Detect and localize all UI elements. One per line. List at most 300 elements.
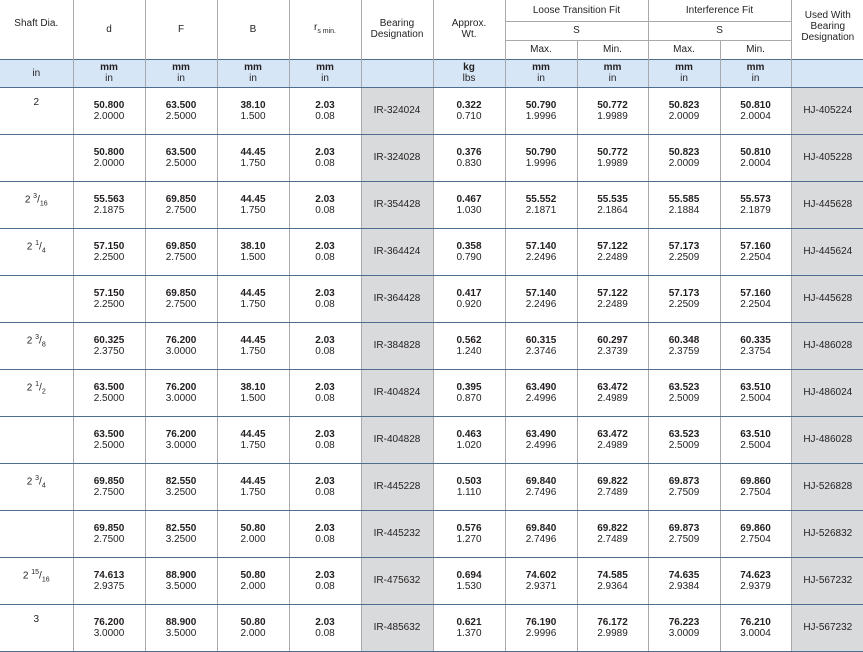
shaft-fraction-denominator: 2 xyxy=(41,387,46,395)
cell-loose-min-in: 2.9989 xyxy=(597,627,628,639)
unit-b-mm: mm xyxy=(244,62,262,73)
cell-interference-min xyxy=(720,181,791,228)
cell-approx-wt-mm: 0.621 xyxy=(456,616,482,628)
table-row xyxy=(0,228,863,275)
cell-rs-mm: 2.03 xyxy=(315,334,335,346)
header-approx-wt: Approx. Wt. xyxy=(433,0,505,59)
cell-interference-min-in: 2.9379 xyxy=(740,580,771,592)
cell-f-mm: 63.500 xyxy=(165,99,197,111)
cell-loose-min-in: 1.9989 xyxy=(597,157,628,169)
cell-loose-max-mm: 63.490 xyxy=(525,428,557,440)
cell-bearing-designation: IR-354428 xyxy=(361,181,433,228)
cell-rs-mm: 2.03 xyxy=(315,522,335,534)
cell-d xyxy=(73,604,145,651)
cell-interference-max xyxy=(648,134,720,181)
cell-approx-wt xyxy=(433,322,505,369)
cell-f-mm: 82.550 xyxy=(165,522,197,534)
cell-b xyxy=(217,604,289,651)
cell-f xyxy=(145,369,217,416)
cell-shaft-dia xyxy=(0,228,73,275)
cell-shaft-dia xyxy=(0,369,73,416)
header-loose-min: Min. xyxy=(577,40,648,59)
cell-b xyxy=(217,134,289,181)
cell-interference-min xyxy=(720,604,791,651)
shaft-fraction-slash: / xyxy=(39,475,42,487)
cell-approx-wt xyxy=(433,416,505,463)
cell-b xyxy=(217,322,289,369)
table-row xyxy=(0,557,863,604)
cell-interference-max-in: 2.9384 xyxy=(668,580,700,592)
cell-rs-in: 0.08 xyxy=(315,439,335,451)
cell-f-in: 3.0000 xyxy=(165,392,197,404)
cell-f-in: 2.7500 xyxy=(165,204,197,216)
cell-bearing-designation: IR-324024 xyxy=(361,87,433,134)
cell-used-with: HJ-567232 xyxy=(791,557,863,604)
cell-interference-min-mm: 63.510 xyxy=(740,428,771,440)
cell-loose-max-in: 1.9996 xyxy=(525,157,557,169)
cell-f-in: 2.5000 xyxy=(165,157,197,169)
cell-b-in: 1.750 xyxy=(240,439,266,451)
cell-interference-min-mm: 55.573 xyxy=(740,193,771,205)
cell-bearing-designation: IR-404824 xyxy=(361,369,433,416)
shaft-fraction-numerator: 3 xyxy=(35,474,40,482)
cell-b-in: 1.750 xyxy=(240,486,266,498)
cell-interference-min xyxy=(720,369,791,416)
cell-interference-min xyxy=(720,275,791,322)
cell-rs-in: 0.08 xyxy=(315,298,335,310)
table-row xyxy=(0,369,863,416)
cell-used-with: HJ-486024 xyxy=(791,369,863,416)
cell-d xyxy=(73,228,145,275)
cell-b xyxy=(217,463,289,510)
cell-rs-mm: 2.03 xyxy=(315,381,335,393)
cell-d-mm: 57.150 xyxy=(93,240,125,252)
cell-f xyxy=(145,604,217,651)
cell-interference-min-in: 2.2504 xyxy=(740,298,771,310)
shaft-whole: 2 xyxy=(33,96,40,108)
header-b: B xyxy=(217,0,289,59)
cell-loose-min-mm: 63.472 xyxy=(597,428,628,440)
cell-f xyxy=(145,322,217,369)
cell-rs-in: 0.08 xyxy=(315,533,335,545)
cell-bearing-designation: IR-445232 xyxy=(361,510,433,557)
cell-f-in: 2.7500 xyxy=(165,298,197,310)
cell-interference-max xyxy=(648,463,720,510)
table-row xyxy=(0,275,863,322)
cell-interference-min-mm: 57.160 xyxy=(740,287,771,299)
cell-interference-min-in: 2.1879 xyxy=(740,204,771,216)
unit-interference-max-mm: mm xyxy=(675,62,693,73)
cell-approx-wt-mm: 0.417 xyxy=(456,287,482,299)
cell-interference-max xyxy=(648,557,720,604)
shaft-fraction-denominator: 4 xyxy=(41,481,46,489)
cell-loose-min-mm: 57.122 xyxy=(597,287,628,299)
cell-interference-min-mm: 76.210 xyxy=(740,616,771,628)
cell-rs-in: 0.08 xyxy=(315,486,335,498)
cell-interference-max-in: 2.7509 xyxy=(668,533,700,545)
cell-f-in: 3.2500 xyxy=(165,533,197,545)
cell-f-mm: 76.200 xyxy=(165,381,197,393)
shaft-fraction-slash: / xyxy=(39,381,42,393)
cell-shaft-dia xyxy=(0,87,73,134)
cell-f-in: 3.0000 xyxy=(165,345,197,357)
cell-approx-wt-mm: 0.694 xyxy=(456,569,482,581)
cell-interference-min-mm: 50.810 xyxy=(740,146,771,158)
cell-f xyxy=(145,416,217,463)
cell-approx-wt-mm: 0.376 xyxy=(456,146,482,158)
cell-loose-min xyxy=(577,369,648,416)
cell-used-with: HJ-445628 xyxy=(791,181,863,228)
cell-d xyxy=(73,181,145,228)
cell-d-in: 2.3750 xyxy=(93,345,125,357)
cell-d-in: 2.7500 xyxy=(93,486,125,498)
cell-rs-in: 0.08 xyxy=(315,580,335,592)
cell-interference-min xyxy=(720,557,791,604)
unit-rs-mm: mm xyxy=(316,62,334,73)
unit-wt xyxy=(433,59,505,87)
cell-interference-min-mm: 60.335 xyxy=(740,334,771,346)
cell-approx-wt-in: 0.790 xyxy=(456,251,482,263)
shaft-whole: 2 xyxy=(26,334,33,346)
cell-approx-wt-mm: 0.322 xyxy=(456,99,482,111)
unit-loose-min xyxy=(577,59,648,87)
cell-b xyxy=(217,369,289,416)
cell-approx-wt-in: 1.240 xyxy=(456,345,482,357)
cell-bearing-designation: IR-364428 xyxy=(361,275,433,322)
unit-used-with xyxy=(791,59,863,87)
cell-rs-mm: 2.03 xyxy=(315,193,335,205)
cell-rs-mm: 2.03 xyxy=(315,146,335,158)
cell-loose-max xyxy=(505,134,577,181)
cell-b xyxy=(217,557,289,604)
cell-rs xyxy=(289,275,361,322)
cell-loose-max-in: 2.1871 xyxy=(525,204,557,216)
table-row xyxy=(0,181,863,228)
cell-loose-min-in: 2.3739 xyxy=(597,345,628,357)
cell-loose-min-mm: 69.822 xyxy=(597,522,628,534)
cell-b-mm: 44.45 xyxy=(240,193,266,205)
cell-approx-wt xyxy=(433,557,505,604)
cell-loose-min xyxy=(577,322,648,369)
cell-b-mm: 44.45 xyxy=(240,428,266,440)
table-body xyxy=(0,87,863,651)
shaft-fraction-denominator: 4 xyxy=(41,246,46,254)
cell-interference-max-mm: 69.873 xyxy=(668,522,700,534)
shaft-fraction-numerator: 3 xyxy=(35,333,40,341)
cell-loose-max-mm: 76.190 xyxy=(525,616,557,628)
shaft-fraction-denominator: 16 xyxy=(39,199,48,207)
unit-d-in: in xyxy=(105,73,113,84)
cell-interference-min-in: 2.7504 xyxy=(740,533,771,545)
cell-approx-wt-in: 0.830 xyxy=(456,157,482,169)
cell-f-mm: 76.200 xyxy=(165,334,197,346)
cell-interference-min-mm: 57.160 xyxy=(740,240,771,252)
unit-interference-min xyxy=(720,59,791,87)
cell-d xyxy=(73,322,145,369)
cell-interference-max-mm: 55.585 xyxy=(668,193,700,205)
cell-loose-min-in: 2.1864 xyxy=(597,204,628,216)
cell-approx-wt xyxy=(433,275,505,322)
cell-loose-max xyxy=(505,228,577,275)
cell-f xyxy=(145,557,217,604)
cell-d xyxy=(73,369,145,416)
shaft-whole: 2 xyxy=(24,193,31,205)
cell-loose-min-in: 2.4989 xyxy=(597,392,628,404)
cell-interference-max-mm: 74.635 xyxy=(668,569,700,581)
cell-interference-max-in: 2.0009 xyxy=(668,157,700,169)
cell-loose-max-mm: 69.840 xyxy=(525,522,557,534)
cell-d xyxy=(73,463,145,510)
cell-b-in: 1.500 xyxy=(240,110,266,122)
cell-d-mm: 63.500 xyxy=(93,428,125,440)
cell-f xyxy=(145,463,217,510)
cell-b xyxy=(217,181,289,228)
cell-interference-max-in: 2.2509 xyxy=(668,298,700,310)
cell-used-with: HJ-445628 xyxy=(791,275,863,322)
cell-loose-max-in: 2.2496 xyxy=(525,251,557,263)
cell-shaft-dia xyxy=(0,557,73,604)
cell-loose-max-in: 2.4996 xyxy=(525,392,557,404)
cell-d-mm: 76.200 xyxy=(93,616,125,628)
header-rs-min xyxy=(289,0,361,59)
cell-loose-max xyxy=(505,463,577,510)
cell-interference-max-in: 2.5009 xyxy=(668,439,700,451)
cell-f-in: 2.5000 xyxy=(165,110,197,122)
unit-rs xyxy=(289,59,361,87)
cell-interference-max-in: 3.0009 xyxy=(668,627,700,639)
cell-interference-min xyxy=(720,87,791,134)
cell-loose-min xyxy=(577,557,648,604)
cell-interference-max-mm: 63.523 xyxy=(668,381,700,393)
cell-loose-min-mm: 50.772 xyxy=(597,99,628,111)
cell-approx-wt-mm: 0.576 xyxy=(456,522,482,534)
cell-approx-wt-in: 0.710 xyxy=(456,110,482,122)
cell-interference-min-mm: 50.810 xyxy=(740,99,771,111)
cell-loose-max-in: 2.9371 xyxy=(525,580,557,592)
cell-rs xyxy=(289,87,361,134)
cell-b xyxy=(217,416,289,463)
cell-loose-max-in: 2.9996 xyxy=(525,627,557,639)
cell-loose-min-in: 2.7489 xyxy=(597,533,628,545)
cell-interference-max-mm: 57.173 xyxy=(668,240,700,252)
cell-b-in: 1.750 xyxy=(240,298,266,310)
cell-d xyxy=(73,275,145,322)
cell-interference-min xyxy=(720,322,791,369)
unit-rs-in: in xyxy=(321,73,329,84)
cell-interference-max-mm: 50.823 xyxy=(668,99,700,111)
cell-d-in: 2.5000 xyxy=(93,439,125,451)
cell-approx-wt-mm: 0.562 xyxy=(456,334,482,346)
cell-approx-wt xyxy=(433,369,505,416)
unit-b-in: in xyxy=(249,73,257,84)
cell-b-in: 1.750 xyxy=(240,345,266,357)
cell-f-in: 3.2500 xyxy=(165,486,197,498)
cell-loose-min-mm: 55.535 xyxy=(597,193,628,205)
cell-f xyxy=(145,275,217,322)
cell-f-mm: 69.850 xyxy=(165,240,197,252)
cell-loose-max-in: 2.7496 xyxy=(525,486,557,498)
cell-bearing-designation: IR-324028 xyxy=(361,134,433,181)
cell-shaft-dia xyxy=(0,275,73,322)
cell-interference-min-in: 3.0004 xyxy=(740,627,771,639)
cell-f-mm: 76.200 xyxy=(165,428,197,440)
cell-interference-max xyxy=(648,181,720,228)
cell-loose-max-mm: 69.840 xyxy=(525,475,557,487)
cell-rs-mm: 2.03 xyxy=(315,616,335,628)
cell-rs xyxy=(289,463,361,510)
cell-interference-min xyxy=(720,416,791,463)
cell-f-mm: 88.900 xyxy=(165,616,197,628)
cell-b-mm: 44.45 xyxy=(240,475,266,487)
cell-used-with: HJ-405224 xyxy=(791,87,863,134)
cell-loose-max-mm: 50.790 xyxy=(525,146,557,158)
cell-f xyxy=(145,87,217,134)
cell-loose-max-mm: 50.790 xyxy=(525,99,557,111)
unit-wt-kg: kg xyxy=(463,62,475,73)
cell-loose-min xyxy=(577,416,648,463)
cell-b-mm: 50.80 xyxy=(240,616,266,628)
units-row xyxy=(0,59,863,87)
cell-approx-wt-in: 1.270 xyxy=(456,533,482,545)
cell-loose-min xyxy=(577,275,648,322)
cell-loose-max-in: 1.9996 xyxy=(525,110,557,122)
cell-loose-max xyxy=(505,604,577,651)
cell-rs xyxy=(289,416,361,463)
cell-d-in: 3.0000 xyxy=(93,627,125,639)
unit-d xyxy=(73,59,145,87)
cell-loose-min xyxy=(577,134,648,181)
cell-loose-max xyxy=(505,557,577,604)
cell-interference-max-mm: 76.223 xyxy=(668,616,700,628)
cell-b-mm: 50.80 xyxy=(240,522,266,534)
unit-interference-max-in: in xyxy=(680,73,688,84)
cell-rs xyxy=(289,604,361,651)
cell-b-in: 1.750 xyxy=(240,204,266,216)
header-interference-fit: Interference Fit xyxy=(648,0,791,21)
unit-shaft xyxy=(0,59,73,87)
cell-b xyxy=(217,228,289,275)
cell-d-in: 2.1875 xyxy=(93,204,125,216)
cell-interference-min-mm: 74.623 xyxy=(740,569,771,581)
cell-f-in: 3.5000 xyxy=(165,580,197,592)
cell-f xyxy=(145,181,217,228)
cell-approx-wt-mm: 0.358 xyxy=(456,240,482,252)
cell-rs-mm: 2.03 xyxy=(315,428,335,440)
unit-interference-min-in: in xyxy=(751,73,760,84)
shaft-whole: 2 xyxy=(26,240,33,252)
header-s-loose: S xyxy=(505,21,648,40)
cell-approx-wt-in: 1.110 xyxy=(456,486,482,498)
cell-loose-min-mm: 60.297 xyxy=(597,334,628,346)
unit-b xyxy=(217,59,289,87)
cell-used-with: HJ-526832 xyxy=(791,510,863,557)
cell-b xyxy=(217,87,289,134)
unit-loose-max-mm: mm xyxy=(532,62,550,73)
cell-shaft-dia xyxy=(0,416,73,463)
cell-f-in: 3.0000 xyxy=(165,439,197,451)
shaft-fraction-numerator: 15 xyxy=(31,568,40,576)
cell-loose-min xyxy=(577,604,648,651)
cell-interference-max-mm: 57.173 xyxy=(668,287,700,299)
cell-interference-max-mm: 63.523 xyxy=(668,428,700,440)
cell-loose-min-mm: 50.772 xyxy=(597,146,628,158)
cell-f-mm: 69.850 xyxy=(165,193,197,205)
cell-f-mm: 88.900 xyxy=(165,569,197,581)
cell-b-mm: 38.10 xyxy=(240,99,266,111)
cell-used-with: HJ-567232 xyxy=(791,604,863,651)
header-rs-subscript: s min. xyxy=(317,27,336,35)
cell-f-mm: 69.850 xyxy=(165,287,197,299)
cell-loose-min-in: 2.9364 xyxy=(597,580,628,592)
cell-bearing-designation: IR-364424 xyxy=(361,228,433,275)
cell-loose-max xyxy=(505,322,577,369)
cell-loose-max-mm: 55.552 xyxy=(525,193,557,205)
shaft-fraction-slash: / xyxy=(39,334,42,346)
shaft-fraction-slash: / xyxy=(39,569,42,581)
cell-rs-mm: 2.03 xyxy=(315,99,335,111)
cell-b-in: 1.750 xyxy=(240,157,266,169)
cell-d xyxy=(73,557,145,604)
cell-b-mm: 44.45 xyxy=(240,287,266,299)
header-f: F xyxy=(145,0,217,59)
cell-used-with: HJ-486028 xyxy=(791,322,863,369)
cell-interference-max xyxy=(648,604,720,651)
cell-loose-min-mm: 76.172 xyxy=(597,616,628,628)
cell-loose-min-mm: 57.122 xyxy=(597,240,628,252)
cell-loose-max-mm: 57.140 xyxy=(525,287,557,299)
cell-interference-min-in: 2.0004 xyxy=(740,110,771,122)
cell-approx-wt xyxy=(433,87,505,134)
cell-f xyxy=(145,134,217,181)
cell-b-mm: 44.45 xyxy=(240,146,266,158)
cell-loose-max xyxy=(505,87,577,134)
cell-interference-max-in: 2.2509 xyxy=(668,251,700,263)
cell-d xyxy=(73,416,145,463)
header-s-interference: S xyxy=(648,21,791,40)
unit-shaft-label: in xyxy=(32,67,41,79)
cell-rs-in: 0.08 xyxy=(315,627,335,639)
cell-rs-in: 0.08 xyxy=(315,110,335,122)
cell-interference-max xyxy=(648,369,720,416)
cell-approx-wt-in: 0.870 xyxy=(456,392,482,404)
cell-rs-mm: 2.03 xyxy=(315,475,335,487)
cell-interference-min-in: 2.5004 xyxy=(740,392,771,404)
cell-d-mm: 50.800 xyxy=(93,146,125,158)
cell-loose-min-in: 1.9989 xyxy=(597,110,628,122)
header-shaft-dia: Shaft Dia. xyxy=(14,18,59,29)
cell-shaft-dia xyxy=(0,463,73,510)
cell-approx-wt-in: 1.030 xyxy=(456,204,482,216)
cell-interference-min-mm: 69.860 xyxy=(740,522,771,534)
cell-approx-wt xyxy=(433,463,505,510)
cell-b-in: 2.000 xyxy=(240,580,266,592)
table-row xyxy=(0,134,863,181)
cell-loose-min-mm: 69.822 xyxy=(597,475,628,487)
cell-interference-max xyxy=(648,228,720,275)
cell-interference-min-in: 2.7504 xyxy=(740,486,771,498)
cell-approx-wt-mm: 0.467 xyxy=(456,193,482,205)
cell-interference-max-in: 2.7509 xyxy=(668,486,700,498)
cell-loose-min xyxy=(577,181,648,228)
unit-d-mm: mm xyxy=(100,62,118,73)
cell-interference-max xyxy=(648,322,720,369)
cell-shaft-dia xyxy=(0,322,73,369)
cell-rs-in: 0.08 xyxy=(315,345,335,357)
cell-used-with: HJ-486028 xyxy=(791,416,863,463)
cell-interference-min xyxy=(720,463,791,510)
table-row xyxy=(0,87,863,134)
cell-loose-max-mm: 57.140 xyxy=(525,240,557,252)
